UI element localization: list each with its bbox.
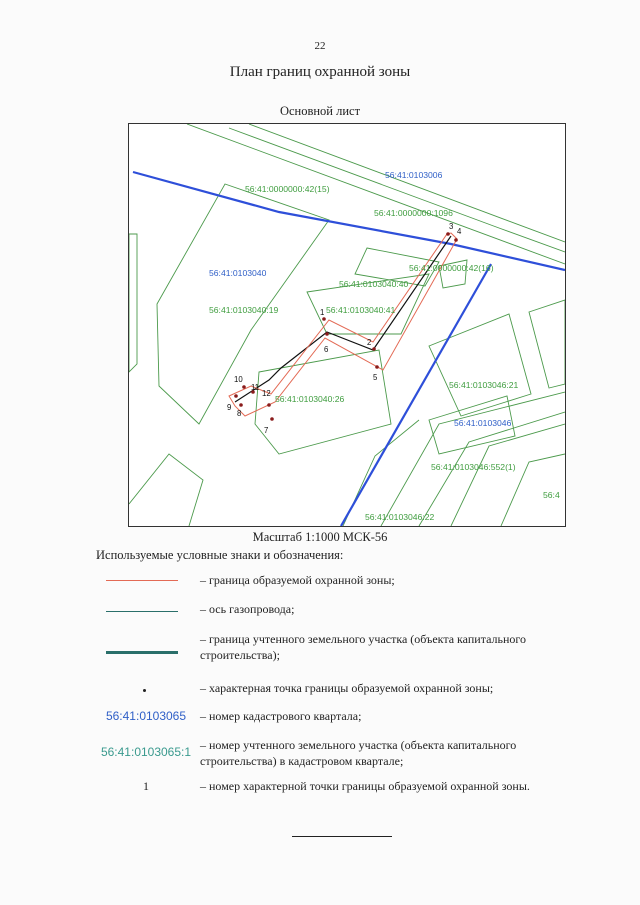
parcel-west-strip: [129, 234, 137, 372]
point-9: [234, 394, 238, 398]
legend-text: – граница учтенного земельного участка (объекта капитального строительства);: [200, 632, 527, 662]
parcel-label: 56:41:0000000:1096: [374, 208, 453, 218]
legend-symbol: [96, 572, 196, 590]
point-number-sample: 1: [143, 779, 149, 793]
page-number: 22: [314, 40, 326, 52]
parcel-46-21: [429, 314, 531, 416]
legend-item-gas-axis: [96, 601, 576, 619]
parcel-label: 56:41:0103046:22: [365, 512, 435, 522]
point-dot-swatch: [143, 689, 146, 692]
point-number-label: 11: [251, 383, 260, 392]
orange-line-swatch: [106, 580, 178, 581]
point-number-label: 5: [373, 373, 378, 382]
point-12: [267, 403, 271, 407]
street-south: [343, 420, 419, 526]
quarter-label: 56:41:0103046: [454, 418, 512, 428]
point-number-label: 2: [367, 338, 372, 347]
point-10: [242, 385, 246, 389]
scale-label: Масштаб 1:1000 МСК-56: [252, 530, 388, 544]
legend-item-characteristic-point: [96, 680, 576, 698]
parcel-label: 56:41:0000000:42(15): [245, 184, 330, 194]
legend-symbol: [96, 708, 196, 726]
point-number-label: 12: [262, 389, 271, 398]
parcel-label: 56:41:0103040:40: [339, 279, 409, 289]
map-canvas: [129, 124, 565, 526]
parcel-label: 56:4: [543, 490, 560, 500]
legend-text: – номер кадастрового квартала;: [200, 709, 362, 723]
legend-symbol: [96, 778, 196, 796]
point-2: [372, 347, 376, 351]
parcel-label: 56:41:0103040:19: [209, 305, 279, 315]
point-number-label: 9: [227, 403, 232, 412]
point-4: [454, 238, 458, 242]
legend-symbol: [96, 631, 196, 665]
point-5: [375, 365, 379, 369]
legend-text: – номер учтенного земельного участка (объекта капитального строительства) в кадастровом квартале;: [200, 738, 517, 768]
legend-symbol: [96, 737, 196, 771]
parcel-east: [529, 300, 565, 388]
parcel-label: 56:41:0103040:41: [326, 305, 396, 315]
parcel-labels: [209, 184, 560, 522]
legend-item-zone-boundary: [96, 572, 576, 590]
legend-item-point-number: [96, 778, 576, 796]
point-3: [446, 232, 450, 236]
parcel-label: 56:41:0000000:42(16): [409, 263, 494, 273]
signature-line: [292, 836, 392, 837]
point-6: [325, 332, 329, 336]
point-number-label: 4: [457, 227, 462, 236]
sheet-title: Основной лист: [279, 104, 361, 118]
road-edge-north-1: [187, 124, 565, 264]
capital-object-line: [235, 236, 451, 402]
page-title: План границ охранной зоны: [229, 64, 411, 80]
legend-item-parcel-number: [96, 737, 576, 771]
parcel-label: 56:41:0103046:552(1): [431, 462, 516, 472]
parcel-line-swatch: [106, 651, 178, 654]
point-number-label: 7: [264, 426, 269, 435]
cadastral-map: [128, 123, 566, 527]
legend-text: – характерная точка границы образуемой охранной зоны;: [200, 681, 494, 695]
point-number-label: 3: [449, 222, 454, 231]
point-number-label: 8: [237, 409, 242, 418]
point-number-label: 10: [234, 375, 243, 384]
legend-symbol: [96, 680, 196, 698]
point-number-label: 1: [320, 308, 325, 317]
point-number-label: 6: [324, 345, 329, 354]
legend-item-quarter-number: [96, 708, 576, 726]
point-7: [270, 417, 274, 421]
parcel-label: 56:41:0103046:21: [449, 380, 519, 390]
legend-symbol: [96, 601, 196, 619]
road-edge-north-2: [249, 124, 565, 242]
legend-item-parcel-boundary: [96, 631, 576, 665]
gas-axis-east: [341, 264, 491, 526]
parcel-number-sample: 56:41:0103065:1: [100, 745, 192, 759]
gas-pipeline-axis: [133, 172, 565, 526]
quarter-label: 56:41:0103040: [209, 268, 267, 278]
quarter-number-sample: 56:41:0103065: [105, 709, 187, 723]
point-number-labels: [227, 222, 462, 435]
quarter-label: 56:41:0103006: [385, 170, 443, 180]
legend-title: Используемые условные знаки и обозначения:: [96, 548, 344, 562]
parcel-south-west: [129, 454, 203, 526]
legend-text: – ось газопровода;: [200, 602, 295, 616]
point-1: [322, 317, 326, 321]
gas-axis-north: [133, 172, 565, 270]
point-8: [239, 403, 243, 407]
parcel-label: 56:41:0103040:26: [275, 394, 345, 404]
legend-text: – номер характерной точки границы образуемой охранной зоны.: [200, 779, 530, 793]
gas-axis-swatch: [106, 611, 178, 612]
legend-text: – граница образуемой охранной зоны;: [200, 573, 395, 587]
